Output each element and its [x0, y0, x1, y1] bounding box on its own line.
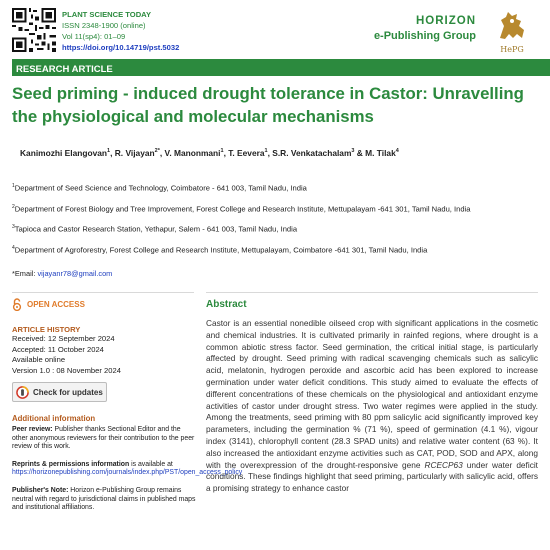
- reprints-note: [12, 460, 243, 478]
- author-name: R. Vijayan: [114, 148, 155, 158]
- received-date: Received: 12 September 2024: [12, 334, 115, 343]
- author-separator: ,: [159, 148, 165, 158]
- author-separator: &: [354, 148, 366, 158]
- gene-name: RCECP63: [424, 459, 463, 470]
- affiliation-text: Department of Forest Biology and Tree Improvement, Forest College and Research Institute, Mettupalayam -641 301, Tamil Nadu, India: [14, 204, 471, 214]
- reprints-link[interactable]: https://horizonepublishing.com/journals/index.php/PST/open_access_policy: [12, 469, 243, 477]
- author-affiliation-mark: 1: [107, 148, 111, 155]
- abstract-text: [206, 318, 538, 495]
- corresponding-email: [12, 269, 112, 278]
- article-type-label: RESEARCH ARTICLE: [16, 64, 113, 75]
- check-updates-button[interactable]: [12, 382, 107, 402]
- reprints-label: Reprints & permissions information: [12, 460, 130, 468]
- journal-header: [12, 6, 538, 56]
- author-affiliation-mark: 3: [351, 148, 355, 155]
- logo-text: HePG: [500, 45, 524, 54]
- author-name: Kanimozhi Elangovan: [20, 148, 108, 158]
- affiliation-number: 1: [12, 183, 15, 189]
- journal-issn: ISSN 2348-1900 (online): [62, 21, 146, 30]
- article-title: Seed priming - induced drought tolerance in Castor: Unravelling the physiological and molecular mechanisms: [12, 84, 524, 126]
- publisher-line1: HORIZON: [415, 15, 476, 27]
- available-online: Available online: [12, 355, 66, 364]
- author-separator: ,: [223, 148, 229, 158]
- affiliation-text: Department of Agroforestry, Forest College and Research Institute, Mettupalayam, Coimbatore -641 301, Tamil Nadu, India: [14, 245, 428, 255]
- doi-link[interactable]: https://doi.org/10.14719/pst.5032: [62, 43, 180, 52]
- abstract-text-part2: under water deficit conditions. These findings highlight that seed priming, particularly with salicylic acid, offers a promising strategy to enhance castor: [206, 459, 538, 494]
- author-affiliation-mark: 4: [395, 148, 399, 155]
- affiliation-number: 3: [12, 224, 15, 231]
- journal-volume: Vol 11(sp4): 01–09: [62, 32, 126, 41]
- publisher-note-label: Publisher's Note:: [12, 486, 69, 494]
- author-name: S.R. Venkatachalam: [272, 148, 352, 158]
- author-list: [20, 148, 399, 158]
- journal-name: PLANT SCIENCE TODAY: [62, 10, 152, 19]
- accepted-date: Accepted: 11 October 2024: [12, 344, 104, 354]
- affiliation-item: [12, 201, 538, 216]
- author-name: M. Tilak: [365, 148, 396, 158]
- abstract-text-part1: Castor is an essential nonedible oilseed crop with significant applications in the cosmetic and chemical industries. It is cultivated primarily in rainfed regions, where drought is a common abiotic stress factor. Seed germination, the critical initial stage, is particularly affected by drought. Seed priming with radical scavenging chemicals such as salicylic acid, melatonin, hydrogen peroxide and ascorbic acid has been explored to increase germination under water deficit conditions. This study aimed to evaluate the effects of different concentrations of these chemicals on the physiological and antioxidant enzyme activities of castor under drought stress. Two water regimes were applied in the study. Among the treatments, seed priming with 80 ppm salicylic acid significantly improved key parameters, including the germination % (71 %), speed of germination (4.1 %), vigour index (3141), chlorophyll content (28.3 SPAD units) and relative water content (63 %). It also increased the antioxidant enzyme activities such as CAT, POD, SOD and APX, along with the overexpression of the drought-responsive gene: [206, 318, 538, 470]
- publisher-note: [12, 487, 197, 513]
- author-name: T. Eevera: [228, 148, 265, 158]
- peer-review-label: Peer review:: [12, 426, 53, 433]
- email-label: *Email:: [12, 269, 38, 278]
- affiliation-item: [12, 180, 538, 195]
- version-date: Version 1.0 : 08 November 2024: [12, 365, 121, 375]
- abstract-heading: Abstract: [206, 299, 247, 310]
- article-type-band: [12, 59, 550, 76]
- check-updates-label: Check for updates: [33, 387, 103, 397]
- hepg-logo-icon: [486, 8, 538, 54]
- author-affiliation-mark: 1: [220, 148, 224, 155]
- open-access-lock-icon: [12, 298, 22, 311]
- reprints-text: is available at: [129, 460, 173, 468]
- affiliation-item: [12, 242, 538, 257]
- author-affiliation-mark: 2*: [154, 148, 160, 155]
- peer-review-text: Publisher thanks Sectional Editor and the other anonymous reviewers for their contribution to the peer review of this work.: [12, 426, 195, 451]
- journal-meta: [62, 9, 179, 53]
- affiliation-text: Tapioca and Castor Research Station, Yethapur, Salem - 641 003, Tamil Nadu, India: [14, 224, 298, 234]
- qr-code-icon[interactable]: [12, 8, 56, 52]
- peer-review-note: [12, 426, 197, 452]
- email-address-link[interactable]: vijayanr78@gmail.com: [37, 269, 113, 278]
- author-separator: ,: [110, 148, 115, 158]
- affiliation-text: Department of Seed Science and Technology, Coimbatore - 641 003, Tamil Nadu, India: [14, 183, 307, 193]
- article-history-heading: ARTICLE HISTORY: [12, 325, 81, 334]
- affiliation-number: 4: [12, 244, 15, 251]
- author-separator: ,: [267, 148, 273, 158]
- affiliation-item: [12, 221, 538, 236]
- check-updates-icon: [16, 386, 29, 399]
- author-affiliation-mark: 1: [264, 148, 268, 155]
- publisher-note-text: Horizon e-Publishing Group remains neutral with regard to jurisdictional claims in published maps and institutional affiliations.: [12, 486, 196, 512]
- open-access-badge: [12, 298, 197, 311]
- additional-info-heading: Additional information: [12, 414, 96, 423]
- sidebar-divider: [12, 292, 194, 293]
- abstract-divider: [206, 292, 538, 293]
- lion-emblem-icon: [495, 8, 529, 42]
- author-name: V. Manonmani: [164, 148, 221, 158]
- publisher-name: [374, 14, 476, 44]
- affiliation-list: [12, 180, 538, 262]
- open-access-label: OPEN ACCESS: [27, 300, 85, 309]
- publisher-line2: e-Publishing Group: [373, 30, 476, 42]
- affiliation-number: 2: [12, 203, 15, 210]
